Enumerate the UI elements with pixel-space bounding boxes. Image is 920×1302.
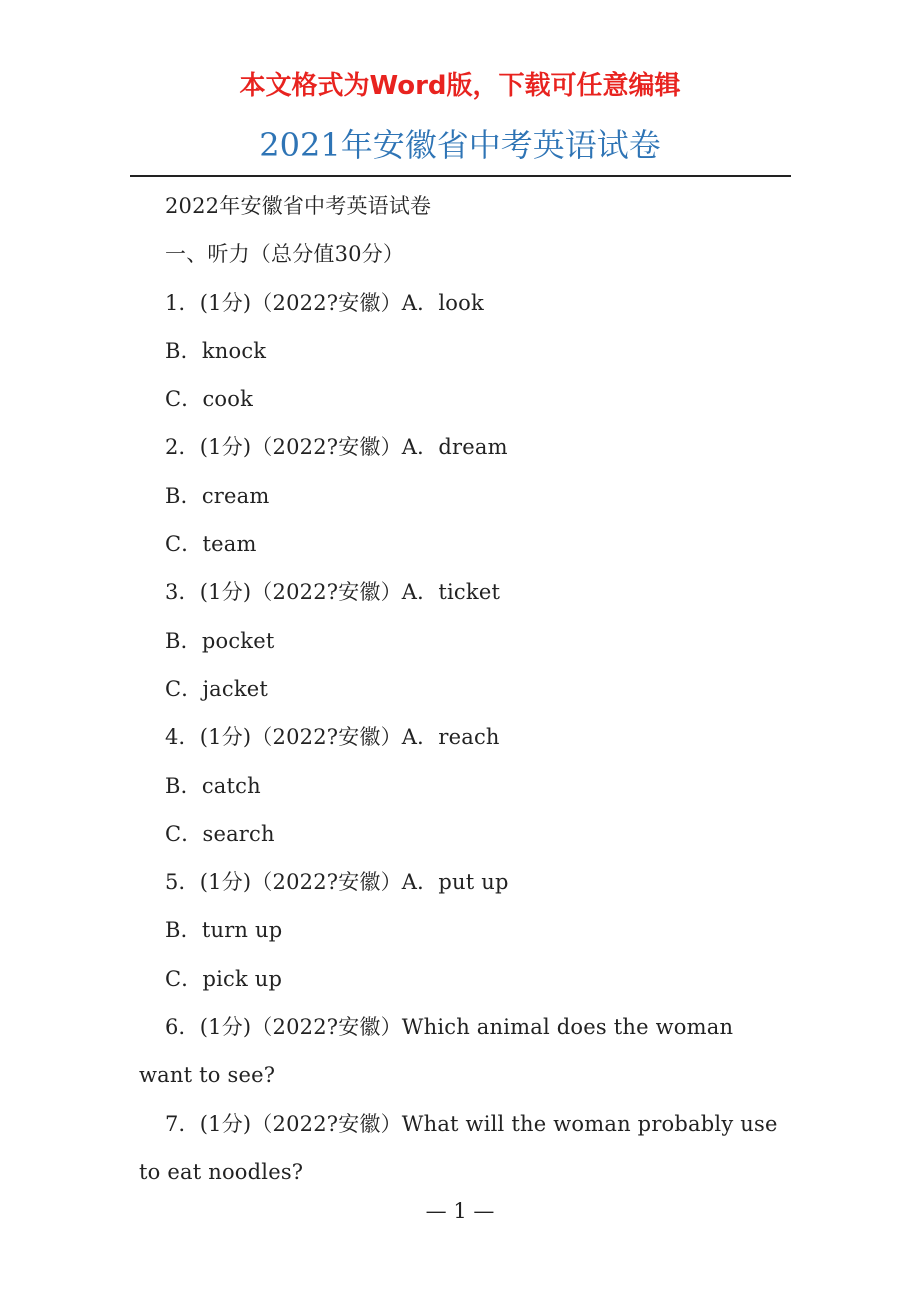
question-2-option-b: B．cream: [165, 483, 270, 508]
question-4-option-c: C．search: [165, 821, 275, 846]
question-3: 3．(1分)（2022?安徽）A．ticket: [165, 580, 501, 605]
question-1-option-c: C．cook: [165, 387, 254, 412]
header-rule: [130, 175, 791, 177]
exam-heading: 2022年安徽省中考英语试卷: [165, 194, 432, 218]
question-1-option-b: B．knock: [165, 338, 267, 363]
question-7-text: 7．(1分)（2022?安徽）What will the woman probably use to eat noodles?: [139, 1111, 778, 1184]
question-6-text: 6．(1分)（2022?安徽）Which animal does the woman want to see?: [139, 1015, 734, 1088]
question-7: [139, 1100, 784, 1197]
question-3-option-c: C．jacket: [165, 676, 269, 701]
page-number: — 1 —: [425, 1199, 495, 1223]
question-5-option-b: B．turn up: [165, 918, 283, 943]
question-2-option-c: C．team: [165, 532, 257, 557]
question-4-option-b: B．catch: [165, 773, 261, 798]
question-6: [139, 1003, 784, 1100]
question-5: 5．(1分)（2022?安徽）A．put up: [165, 870, 509, 895]
format-banner: 本文格式为Word版，下载可任意编辑: [239, 71, 681, 101]
question-2: 2．(1分)（2022?安徽）A．dream: [165, 435, 508, 460]
question-5-option-c: C．pick up: [165, 966, 283, 991]
document-title: 2021年安徽省中考英语试卷: [259, 126, 661, 164]
question-1: 1．(1分)（2022?安徽）A．look: [165, 290, 484, 315]
document-body: [139, 182, 784, 1196]
question-3-option-b: B．pocket: [165, 628, 275, 653]
question-4: 4．(1分)（2022?安徽）A．reach: [165, 725, 500, 750]
section-heading: 一、听力（总分值30分）: [165, 242, 405, 267]
